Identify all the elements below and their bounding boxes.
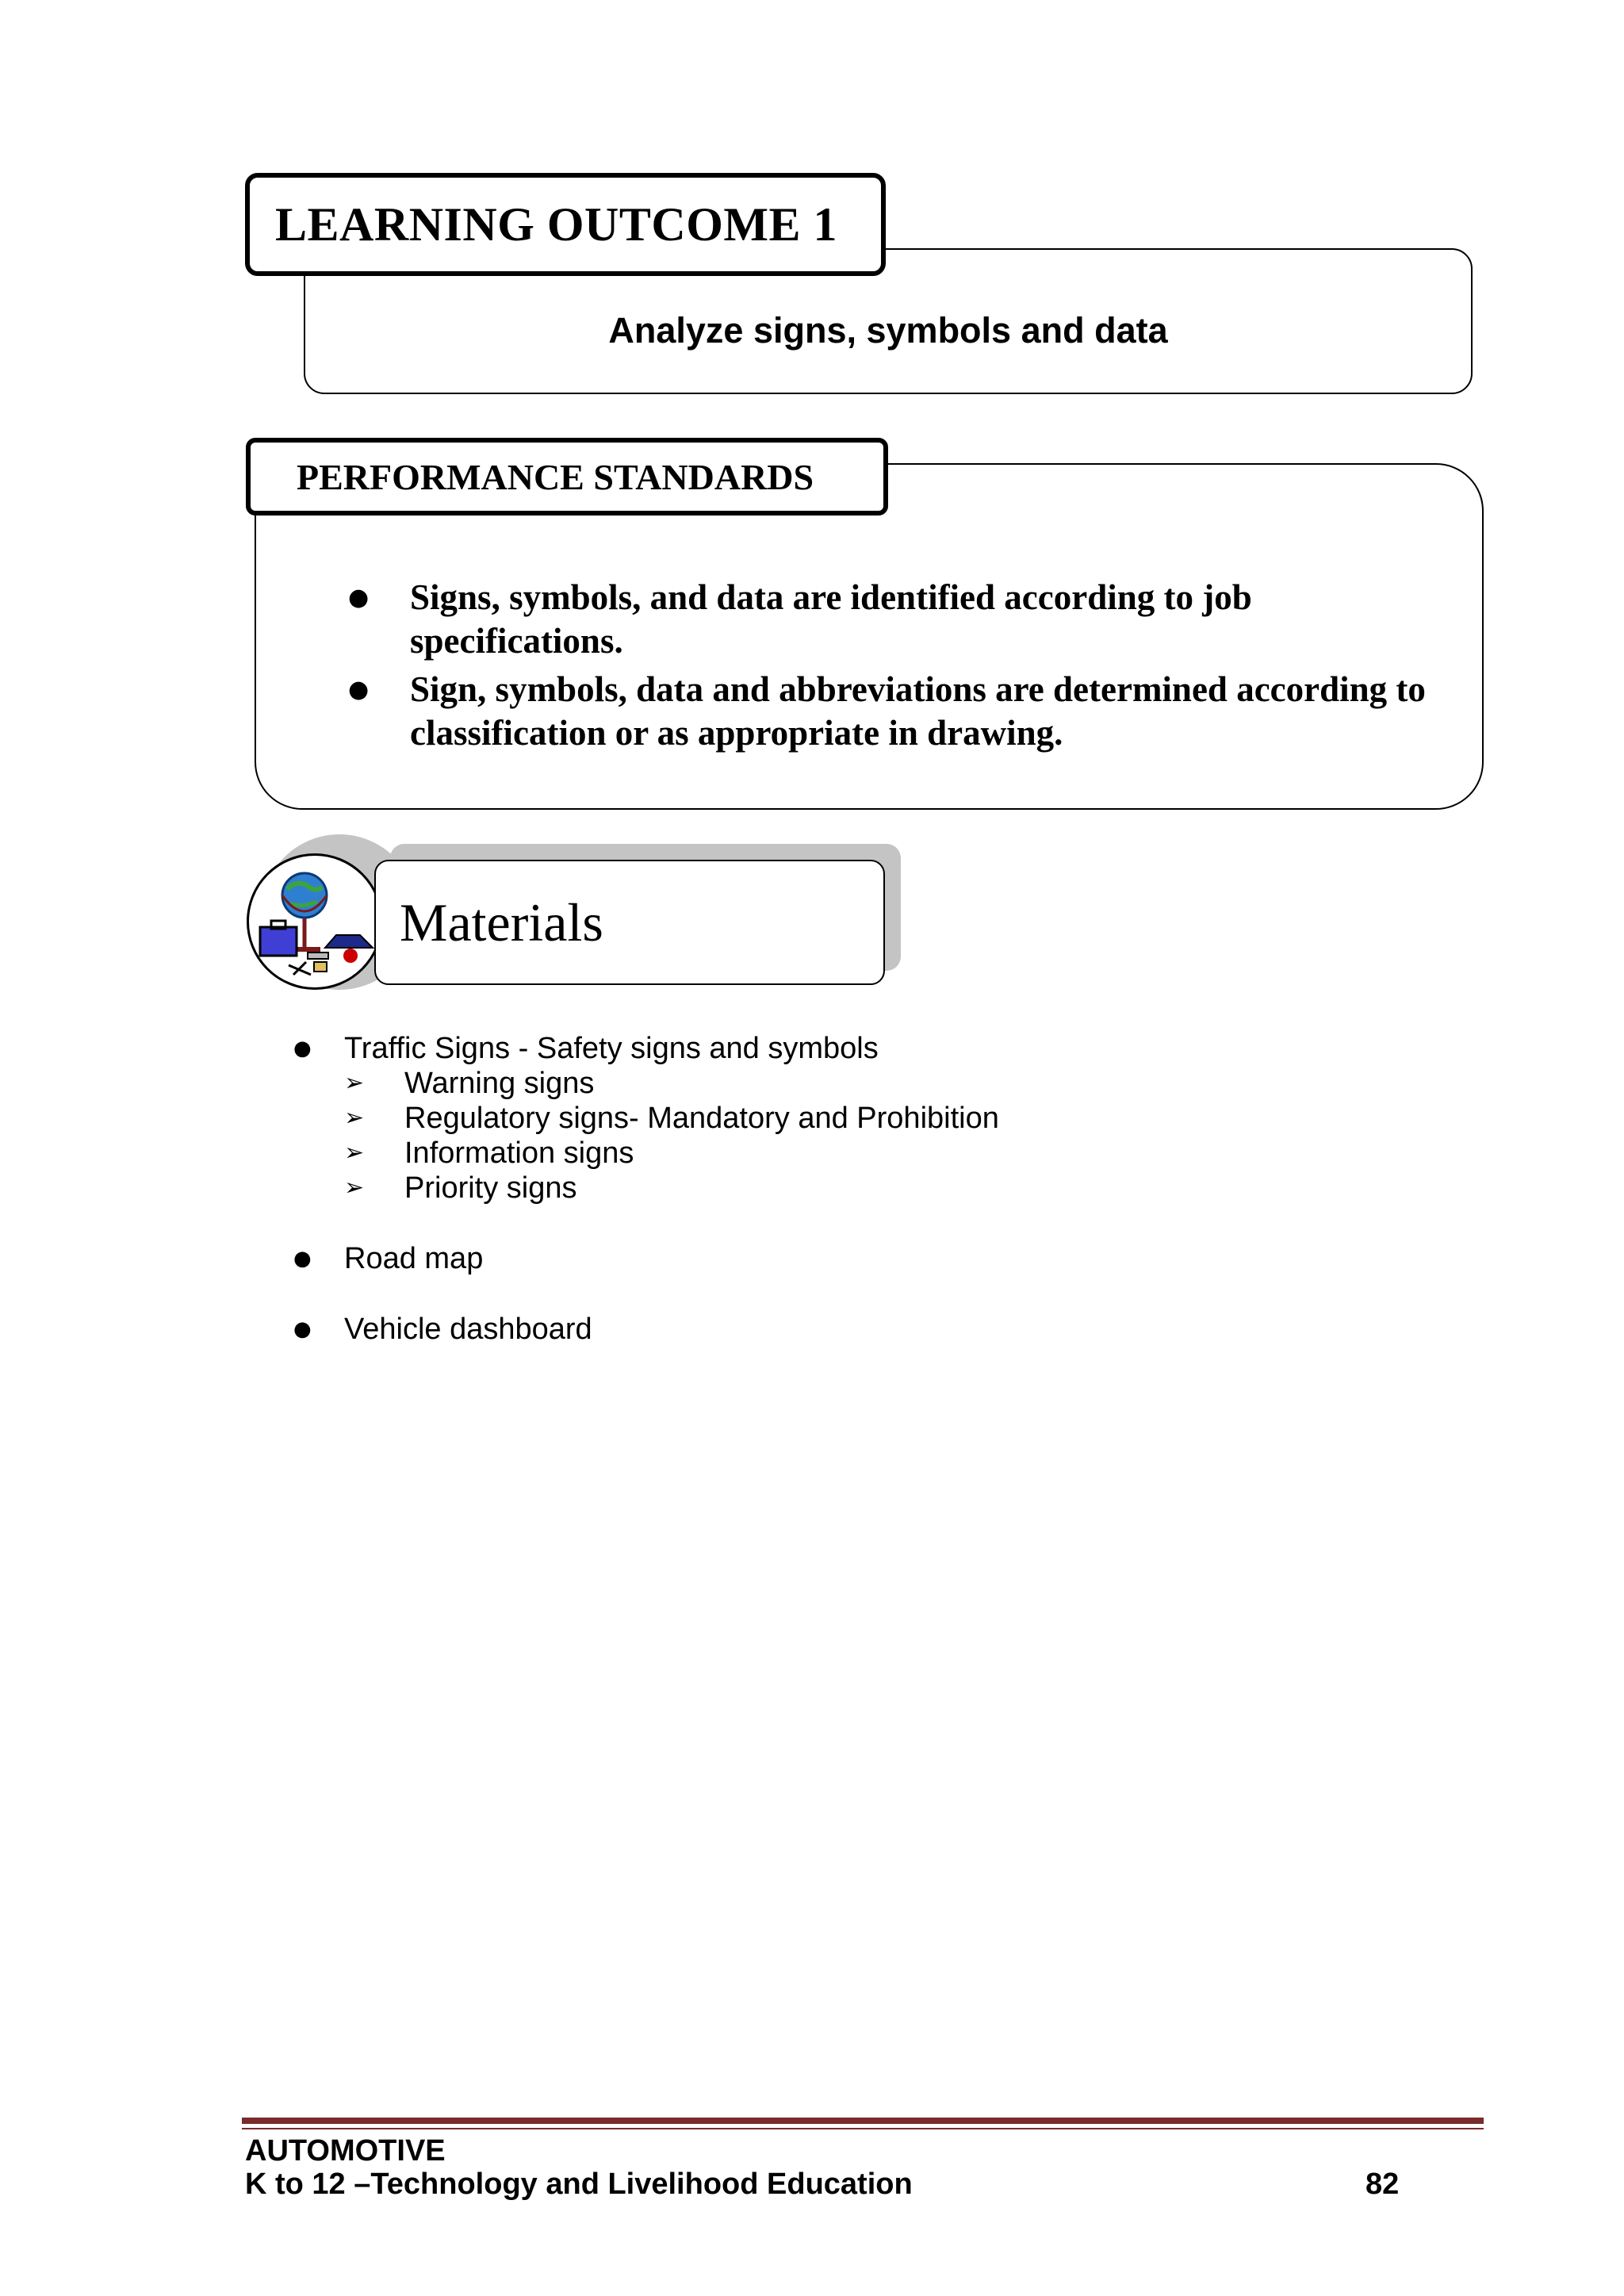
- arrow-bullet-icon: ➢: [344, 1139, 365, 1167]
- materials-list: [293, 1031, 999, 1382]
- bullet-icon: ●: [348, 584, 370, 611]
- arrow-bullet-icon: ➢: [344, 1069, 365, 1097]
- footer-rule-thin: [242, 2128, 1484, 2129]
- performance-standards-tab: [246, 438, 888, 516]
- performance-standards-list: [313, 576, 1439, 760]
- arrow-bullet-icon: ➢: [344, 1104, 365, 1132]
- sub-list-item: ➢ Information signs: [344, 1137, 634, 1170]
- materials-heading: Materials: [400, 891, 603, 953]
- footer-course: K to 12 –Technology and Livelihood Education: [245, 2168, 913, 2201]
- globe-and-tools-icon: [247, 853, 383, 990]
- performance-standard-item: ● Signs, symbols, and data are identified according to job specifications.: [348, 577, 1252, 661]
- learning-outcome-heading: LEARNING OUTCOME 1: [275, 197, 838, 251]
- performance-standard-item: ● Sign, symbols, data and abbreviations are determined according to classification or as appropriate in drawing.: [348, 669, 1426, 753]
- bullet-icon: ●: [293, 1247, 312, 1271]
- learning-outcome-subtitle: Analyze signs, symbols and data: [608, 310, 1168, 351]
- sub-list-item: ➢ Warning signs: [344, 1067, 595, 1100]
- sub-list-item: ➢ Priority signs: [344, 1171, 577, 1205]
- page-number: 82: [1365, 2168, 1400, 2201]
- traffic-signs-sub-list: [344, 1066, 999, 1205]
- bullet-icon: ●: [293, 1317, 312, 1341]
- performance-standards-heading: PERFORMANCE STANDARDS: [297, 456, 814, 497]
- bullet-icon: ●: [293, 1037, 312, 1060]
- footer-subject: AUTOMOTIVE: [245, 2134, 446, 2168]
- sub-list-item: ➢ Regulatory signs- Mandatory and Prohibition: [344, 1102, 999, 1135]
- list-item: ● Vehicle dashboard: [293, 1313, 592, 1346]
- bullet-icon: ●: [348, 676, 370, 703]
- learning-outcome-tab: [245, 173, 886, 276]
- footer-rule: [242, 2118, 1484, 2124]
- list-item: ● Traffic Signs - Safety signs and symbols ➢ Warning signs ➢ Regulatory signs- Mandatory and Prohibition ➢ Information signs ➢ Priority signs: [293, 1032, 999, 1205]
- list-item: ● Road map: [293, 1242, 484, 1275]
- materials-heading-box: [374, 860, 885, 985]
- arrow-bullet-icon: ➢: [344, 1174, 365, 1202]
